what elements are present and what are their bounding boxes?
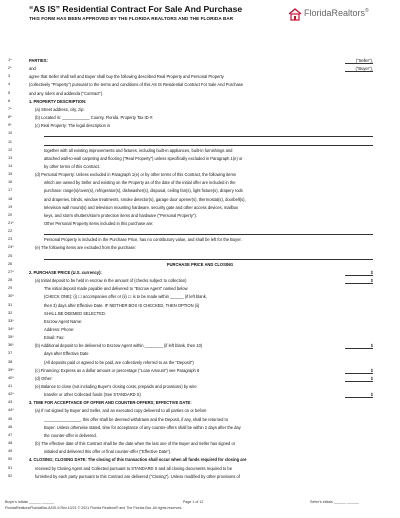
contract-line <box>0 245 400 251</box>
contract-line <box>0 123 400 129</box>
line-number: 37 <box>8 351 13 356</box>
house-icon <box>287 6 303 22</box>
contract-line <box>0 197 400 203</box>
line-text: initialed and delivered this offer or final counter-offer ("Effective Date"). <box>44 449 172 455</box>
line-number: 38 <box>8 359 13 364</box>
contract-line <box>0 417 400 423</box>
line-text: and any riders and addenda ("Contract"). <box>29 90 104 96</box>
contract-line <box>0 457 400 463</box>
line-text: (c) Financing: Express as a dollar amount or percentage ("Loan Amount") see Paragraph 8 <box>35 367 200 373</box>
fill-in-line[interactable] <box>44 145 373 146</box>
contract-title: “AS IS” Residential Contract For Sale And Purchase <box>29 4 243 14</box>
line-text: and draperies, blinds, window treatments, smoke detector(s), garage door opener(s), thermostat(s), doorbell(s), <box>44 196 246 202</box>
contract-line <box>0 278 400 284</box>
line-text: then 3) days after Effective Date. IF NEITHER BOX IS CHECKED, THEN OPTION (ii) <box>44 302 200 308</box>
contract-line <box>0 360 400 366</box>
line-text: which are owned by Seller and existing on the Property as of the date of the initial offer are included in the <box>44 180 236 186</box>
contract-line <box>0 270 400 276</box>
contract-line <box>0 172 400 178</box>
line-number: 36* <box>8 343 14 348</box>
line-number: 6 <box>8 98 11 103</box>
contract-line <box>0 466 400 472</box>
line-number: 45 <box>8 416 13 421</box>
amount-line[interactable] <box>345 63 373 64</box>
line-number: 49 <box>8 449 13 454</box>
contract-line <box>0 262 400 268</box>
line-number: 31 <box>8 302 13 307</box>
line-number: 10 <box>8 131 13 136</box>
line-number: 52 <box>8 473 13 478</box>
line-number: 51 <box>8 465 13 470</box>
contract-line <box>0 400 400 406</box>
line-number: 15 <box>8 172 13 177</box>
contract-line <box>0 82 400 88</box>
line-number: 5 <box>8 90 11 95</box>
line-text: (CHECK ONE): (i) ☐ accompanies offer or (ii) ☐ is to be made within ______ (if left blank, <box>44 294 207 300</box>
line-number: 42* <box>8 392 14 397</box>
line-text: received by Closing Agent and Collected pursuant to STANDARD S and all closing documents required to be <box>35 465 232 471</box>
contract-line <box>0 99 400 105</box>
amount-line[interactable] <box>345 283 373 284</box>
line-text: 4. CLOSING; CLOSING DATE: The closing of this transaction shall occur when all funds required for closing are <box>29 457 247 463</box>
amount-field[interactable]: $ <box>370 375 373 381</box>
line-number: 17 <box>8 188 13 193</box>
line-text: (e) Balance to close (not including Buyer's closing costs, prepaids and prorations) by wire <box>35 384 197 389</box>
line-text: Address: Phone: <box>44 326 75 332</box>
contract-line <box>0 221 400 227</box>
line-text: Email: Fax: <box>44 335 65 341</box>
line-text: (collectively "Property") pursuant to the terms and conditions of this AS IS Residential Contract For Sale And Purchase <box>29 82 244 88</box>
line-text: Buyer. Unless otherwise stated, time for acceptance of any counter-offers shall be within 2 days after the day <box>44 424 241 430</box>
line-number: 43 <box>8 400 13 405</box>
line-number: 28 <box>8 278 13 283</box>
fill-in-line[interactable] <box>44 259 373 260</box>
line-number: 13 <box>8 155 13 160</box>
line-number: 35* <box>8 335 14 340</box>
line-number: 47 <box>8 432 13 437</box>
line-number: 14 <box>8 163 13 168</box>
fill-in-line[interactable] <box>44 234 373 235</box>
line-number: 1* <box>8 58 12 62</box>
line-text: (a) Street address, city, zip: <box>35 106 85 112</box>
contract-line <box>0 384 400 390</box>
contract-line <box>0 408 400 414</box>
line-number: 26 <box>8 261 13 266</box>
line-number: 4 <box>8 82 11 87</box>
line-number: 7* <box>8 106 12 111</box>
florida-realtors-logo <box>287 6 395 22</box>
contract-line <box>0 327 400 333</box>
line-number: 8* <box>8 115 12 120</box>
amount-field[interactable]: $ <box>370 278 373 284</box>
contract-line <box>0 107 400 113</box>
contract-line <box>0 441 400 447</box>
contract-line <box>0 319 400 325</box>
line-number: 44* <box>8 408 14 413</box>
line-number: 34* <box>8 326 14 331</box>
contract-line <box>0 286 400 292</box>
line-text: (e) The following items are excluded from the purchase: <box>35 245 136 251</box>
line-number: 33* <box>8 318 14 323</box>
contract-line <box>0 213 400 219</box>
contract-line <box>0 229 400 235</box>
line-number: 18 <box>8 196 13 201</box>
contract-line <box>0 91 400 97</box>
line-number: 24* <box>8 245 14 250</box>
line-text: (b) Additional deposit to be delivered to Escrow Agent within ________ (if left blank, then 10) <box>35 343 203 349</box>
approval-subtitle: THIS FORM HAS BEEN APPROVED BY THE FLORIDA REALTORS AND THE FLORIDA BAR <box>29 16 234 21</box>
contract-line <box>0 449 400 455</box>
line-number: 32 <box>8 310 13 315</box>
contract-line <box>0 311 400 317</box>
contract-line <box>0 425 400 431</box>
line-number: 2* <box>8 66 12 71</box>
amount-line[interactable] <box>345 348 373 349</box>
line-number: 16 <box>8 180 13 185</box>
line-number: 23 <box>8 237 13 242</box>
line-text: 1. PROPERTY DESCRIPTION: <box>29 98 87 104</box>
line-text: purchase: range(s)/oven(s), refrigerator(s), dishwasher(s), disposal, ceiling fan(s), light fixture(s), drapery rods <box>44 188 243 194</box>
line-text: (b) Located in: ____________ County, Florida. Property Tax ID #: <box>35 115 154 121</box>
amount-line[interactable] <box>345 275 373 276</box>
line-text: and <box>29 66 36 72</box>
buyer-initials[interactable]: Buyer's Initials ______ ______ <box>5 500 55 504</box>
contract-line <box>0 148 400 154</box>
contract-line <box>0 376 400 382</box>
page-number: Page 1 of 12 <box>183 500 204 504</box>
line-number: 25 <box>8 253 13 258</box>
line-text: (c) Real Property: The legal description is <box>35 123 111 129</box>
line-text: Personal Property is included in the Purchase Price, has no contributory value, and shall be left for the Buyer. <box>44 237 242 243</box>
contract-line <box>0 294 400 300</box>
contract-line <box>0 205 400 211</box>
amount-line[interactable] <box>345 71 373 72</box>
line-text: 3. TIME FOR ACCEPTANCE OF OFFER AND COUNTER-OFFERS; EFFECTIVE DATE: <box>29 400 192 406</box>
contract-line <box>0 58 400 64</box>
line-text: ________________, this offer shall be deemed withdrawn and the Deposit, if any, shall be returned to <box>44 416 228 422</box>
contract-line <box>0 392 400 398</box>
line-text: keys, and storm shutters/storm protection items and hardware ("Personal Property"). <box>44 212 197 218</box>
line-text: (All deposits paid or agreed to be paid, are collectively referred to as the "Deposit") <box>44 359 194 365</box>
line-number: 48 <box>8 441 13 446</box>
line-number: 20 <box>8 212 13 217</box>
line-number: 40* <box>8 375 14 380</box>
line-text: together with all existing improvements and fixtures, including built-in appliances, built-in furnishings and <box>44 147 233 153</box>
contract-line <box>0 74 400 80</box>
contract-line <box>0 351 400 357</box>
seller-initials[interactable]: Seller's Initials ______ ______ <box>310 500 359 504</box>
amount-line[interactable] <box>345 373 373 374</box>
line-text: Other Personal Property items included in this purchase are: <box>44 221 154 226</box>
contract-line <box>0 254 400 260</box>
line-number: 46 <box>8 424 13 429</box>
line-text: agree that Seller shall sell and Buyer shall buy the following described Real Property and Personal Property <box>29 74 224 80</box>
line-number: 50 <box>8 457 13 462</box>
amount-field[interactable]: $ <box>370 367 373 373</box>
line-number: 9* <box>8 123 12 128</box>
fill-in-line[interactable] <box>44 136 373 137</box>
line-text: (a) Initial deposit to be held in escrow in the amount of (checks subject to collection) <box>35 278 187 284</box>
line-number: 27* <box>8 269 14 274</box>
contract-line <box>0 156 400 162</box>
line-number: 41 <box>8 384 13 388</box>
contract-line <box>0 66 400 72</box>
line-text: days after Effective Date <box>44 351 89 357</box>
line-text: furnished by each party pursuant to this Contract are delivered ("Closing"). Unless modified by other provisions of <box>35 473 240 479</box>
contract-line <box>0 164 400 170</box>
line-text: (d) Other: <box>35 375 53 381</box>
line-number: 21* <box>8 221 14 225</box>
amount-field[interactable]: ("Seller"), <box>355 58 373 63</box>
line-text: PURCHASE PRICE AND CLOSING <box>166 261 234 267</box>
contract-line <box>0 237 400 243</box>
logo-text: FloridaRealtors® <box>304 8 369 18</box>
amount-field[interactable]: $ <box>370 392 373 398</box>
contract-line <box>0 188 400 194</box>
line-text: Escrow Agent Name: <box>44 318 83 324</box>
line-text: transfer or other Collected funds (See STANDARD S) <box>44 392 141 398</box>
line-number: 11 <box>8 139 12 144</box>
line-text: (d) Personal Property: Unless excluded in Paragraph 1(e) or by other terms of this Contract, the following items <box>35 172 236 178</box>
amount-line[interactable] <box>345 381 373 382</box>
amount-field[interactable]: $ <box>370 343 373 349</box>
amount-field[interactable]: $ <box>370 269 373 275</box>
amount-field[interactable]: ("Buyer"), <box>355 66 373 72</box>
line-text: by other terms of this Contract. <box>44 163 100 169</box>
contract-line <box>0 180 400 186</box>
contract-line <box>0 433 400 439</box>
line-text: The initial deposit made payable and delivered to "Escrow Agent" named below <box>44 286 188 292</box>
line-number: 30* <box>8 294 14 299</box>
form-identifier: FloridaRealtors/FloridaBar-ASIS-6 Rev.10/21 © 2021 Florida Realtors® and The Florida Bar. All rights reserved. <box>5 506 183 510</box>
contract-line <box>0 343 400 349</box>
line-text: television wall mount(s) and television mounting hardware, security gate and other access devices, mailbox <box>44 204 239 210</box>
contract-line <box>0 115 400 121</box>
contract-line <box>0 131 400 137</box>
line-text: 2. PURCHASE PRICE (U.S. currency): <box>29 269 102 275</box>
contract-line <box>0 368 400 374</box>
contract-line <box>0 335 400 341</box>
line-number: 19 <box>8 204 13 209</box>
contract-line <box>0 474 400 480</box>
line-text: (a) If not signed by Buyer and Seller, and an executed copy delivered to all parties on or before <box>35 408 207 414</box>
amount-line[interactable] <box>345 397 373 398</box>
line-number: 29 <box>8 286 13 291</box>
line-text: the counter-offer is delivered. <box>44 432 97 438</box>
line-text: SHALL BE DEEMED SELECTED. <box>44 310 106 316</box>
line-text: attached wall-to-wall carpeting and flooring ("Real Property") unless specifically excluded in Paragraph 1(e) or <box>44 155 243 161</box>
line-number: 12 <box>8 147 13 152</box>
line-number: 39* <box>8 367 14 372</box>
line-text: (b) The effective date of this Contract shall be the date when the last one of the Buyer and Seller has signed or <box>35 441 236 447</box>
contract-line <box>0 140 400 146</box>
line-text: PARTIES: <box>29 58 48 63</box>
line-number: 3 <box>8 74 11 79</box>
contract-line <box>0 303 400 309</box>
line-number: 22 <box>8 229 13 234</box>
